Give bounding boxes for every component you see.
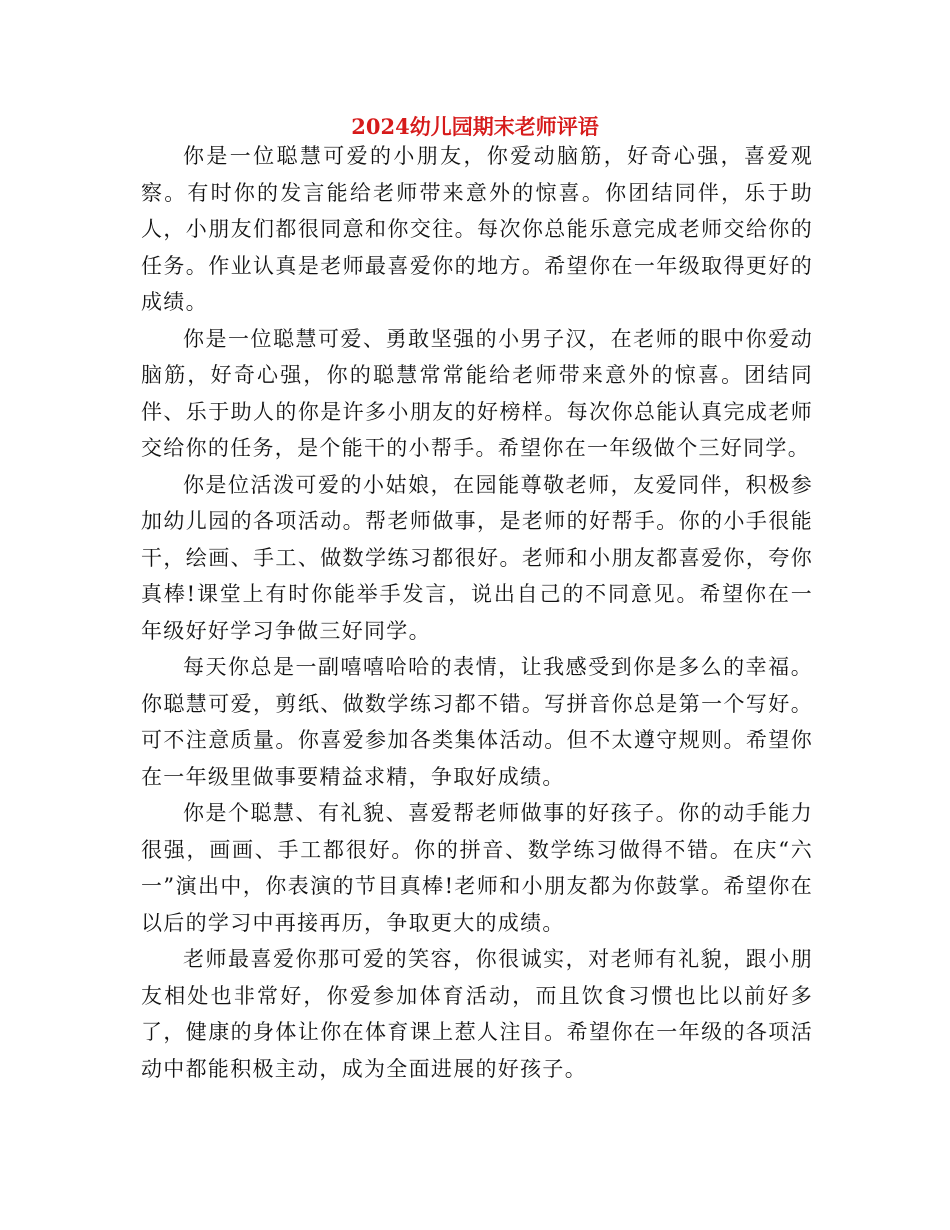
- paragraph-3: 你是位活泼可爱的小姑娘，在园能尊敬老师，友爱同伴，积极参加幼儿园的各项活动。帮老师做事，是老师的好帮手。你的小手很能干，绘画、手工、做数学练习都很好。老师和小朋友都喜爱你，夸你真棒!课堂上有时你能举手发言，说出自己的不同意见。希望你在一年级好好学习争做三好同学。: [141, 472, 813, 643]
- paragraph-1: 你是一位聪慧可爱的小朋友，你爱动脑筋，好奇心强，喜爱观察。有时你的发言能给老师带来意外的惊喜。你团结同伴，乐于助人，小朋友们都很同意和你交往。每次你总能乐意完成老师交给你的任务。作业认真是老师最喜爱你的地方。希望你在一年级取得更好的成绩。: [141, 144, 813, 314]
- paragraph-6: 老师最喜爱你那可爱的笑容，你很诚实，对老师有礼貌，跟小朋友相处也非常好，你爱参加体育活动，而且饮食习惯也比以前好多了，健康的身体让你在体育课上惹人注目。希望你在一年级的各项活动中都能积极主动，成为全面进展的好孩子。: [141, 947, 813, 1081]
- paragraph-5: 你是个聪慧、有礼貌、喜爱帮老师做事的好孩子。你的动手能力很强，画画、手工都很好。你的拼音、数学练习做得不错。在庆“六一”演出中，你表演的节目真棒!老师和小朋友都为你鼓掌。希望你在以后的学习中再接再历，争取更大的成绩。: [141, 801, 813, 935]
- paragraph-4: 每天你总是一副嘻嘻哈哈的表情，让我感受到你是多么的幸福。你聪慧可爱，剪纸、做数学练习都不错。写拼音你总是第一个写好。可不注意质量。你喜爱参加各类集体活动。但不太遵守规则。希望你在一年级里做事要精益求精，争取好成绩。: [141, 655, 813, 789]
- document-body: [141, 138, 813, 1087]
- document-title: 2024幼儿园期末老师评语: [351, 114, 599, 139]
- paragraph-2: 你是一位聪慧可爱、勇敢坚强的小男子汉，在老师的眼中你爱动脑筋，好奇心强，你的聪慧常常能给老师带来意外的惊喜。团结同伴、乐于助人的你是许多小朋友的好榜样。每次你总能认真完成老师交给你的任务，是个能干的小帮手。希望你在一年级做个三好同学。: [141, 326, 813, 460]
